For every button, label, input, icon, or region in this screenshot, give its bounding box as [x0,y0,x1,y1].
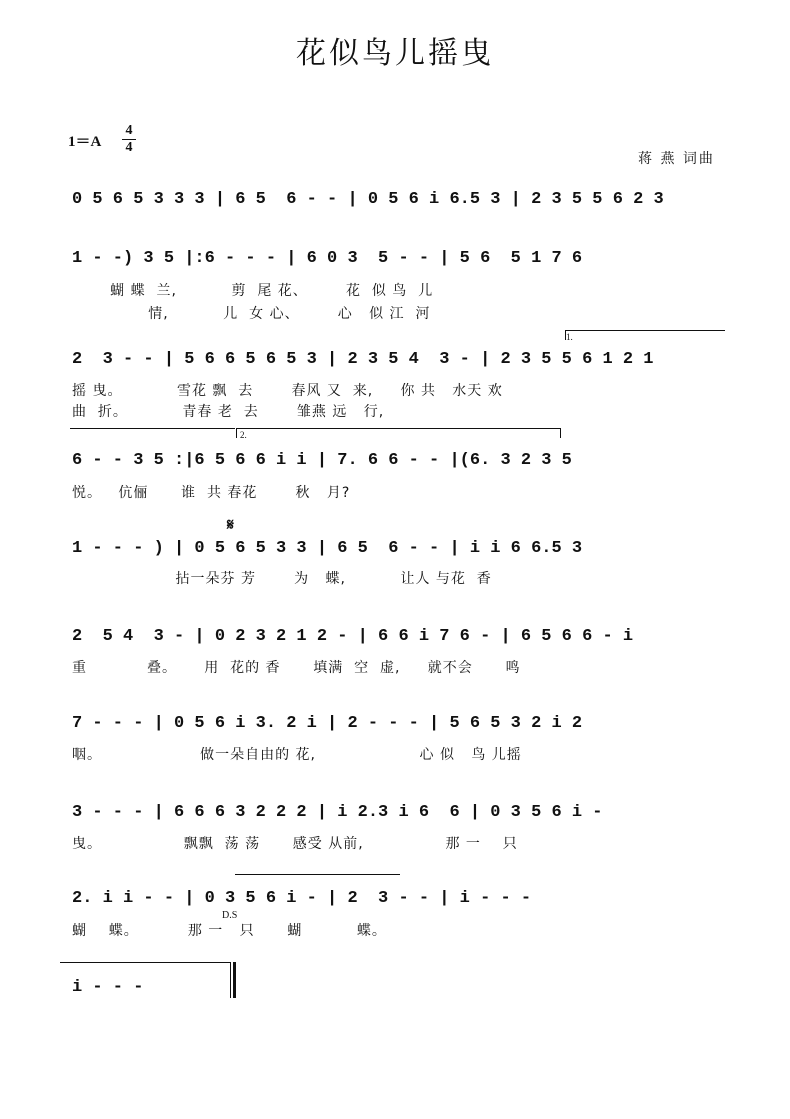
volta-2-bracket-end [560,428,561,438]
row-6-notes: 2 5 4 3 - | 0 2 3 2 1 2 - | 6 6 i 7 6 - | 6 5 6 6 - i [72,627,634,646]
row-8-lyrics-1: 曳。 飘飘 荡 荡 感受 从前, 那 一 只 [72,836,518,852]
row-5-notes: 1 - - - ) | 0 5 6 5 3 3 | 6 5 6 - - | i i 6 6.5 3 [72,539,583,558]
row-7-lyrics-1: 咽。 做一朵自由的 花, 心 似 鸟 儿摇 [72,747,522,763]
row-3-lyrics-1: 摇 曳。 雪花 飘 去 春风 又 来, 你 共 水天 欢 [72,383,503,399]
final-bracket [60,962,230,963]
row-6-lyrics-1: 重 叠。 用 花的 香 填满 空 虚, 就不会 鸣 [72,660,521,676]
volta-1-bracket [565,330,725,331]
row-9-lyrics-1: 蝴 蝶。 那 一 只 蝴 蝶。 [72,923,387,939]
composer-credit: 蒋 燕 词曲 [638,151,715,167]
volta-1-label: 1. [566,332,573,342]
volta-2-label: 2. [240,430,247,440]
row-3-notes: 2 3 - - | 5 6 6 5 6 5 3 | 2 3 5 4 3 - | 2 3 5 5 6 1 2 1 [72,350,654,369]
volta-1-bracket-end [565,330,566,340]
ds-marking: D.S [222,910,238,921]
row-1-notes: 0 5 6 5 3 3 3 | 6 5 6 - - | 0 5 6 i 6.5 3 | 2 3 5 5 6 2 3 [72,190,664,209]
final-barline-thick [233,962,236,998]
segno-sign: 𝄋 [227,515,234,534]
row-2-notes: 1 - -) 3 5 |:6 - - - | 6 0 3 5 - - | 5 6 5 1 7 6 [72,249,583,268]
row-4-notes: 6 - - 3 5 :|6 5 6 6 i i | 7. 6 6 - - |(6. 3 2 3 5 [72,451,572,470]
volta-2-bracket-start [236,428,237,438]
volta-1-bracket-cont [70,428,235,429]
volta-ds-bracket [235,874,400,875]
row-4-lyrics-1: 悦。 伉俪 谁 共 春花 秋 月? [72,485,351,501]
final-barline-thin [230,962,231,998]
row-8-notes: 3 - - - | 6 6 6 3 2 2 2 | i 2.3 i 6 6 | 0 3 5 6 i - [72,803,603,822]
row-5-lyrics-1: 拈一朵芬 芳 为 蝶, 让人 与花 香 [72,571,492,587]
time-sig-bottom: 4 [125,140,133,155]
row-2-lyrics-2: 情, 儿 女 心、 心 似 江 河 [72,306,431,322]
row-3-lyrics-2: 曲 折。 青春 老 去 雏燕 远 行, [72,404,385,420]
time-sig-top: 4 [125,123,133,138]
row-10-notes: i - - - [72,978,144,997]
key-signature: 1＝A [68,134,102,150]
row-9-notes: 2. i i - - | 0 3 5 6 i - | 2 3 - - | i - - - [72,889,532,908]
row-2-lyrics-1: 蝴 蝶 兰, 剪 尾 花、 花 似 鸟 儿 [72,283,434,299]
page-title: 花似鸟儿摇曳 [296,36,494,71]
row-7-notes: 7 - - - | 0 5 6 i 3. 2 i | 2 - - - | 5 6 5 3 2 i 2 [72,714,583,733]
volta-2-bracket [236,428,561,429]
